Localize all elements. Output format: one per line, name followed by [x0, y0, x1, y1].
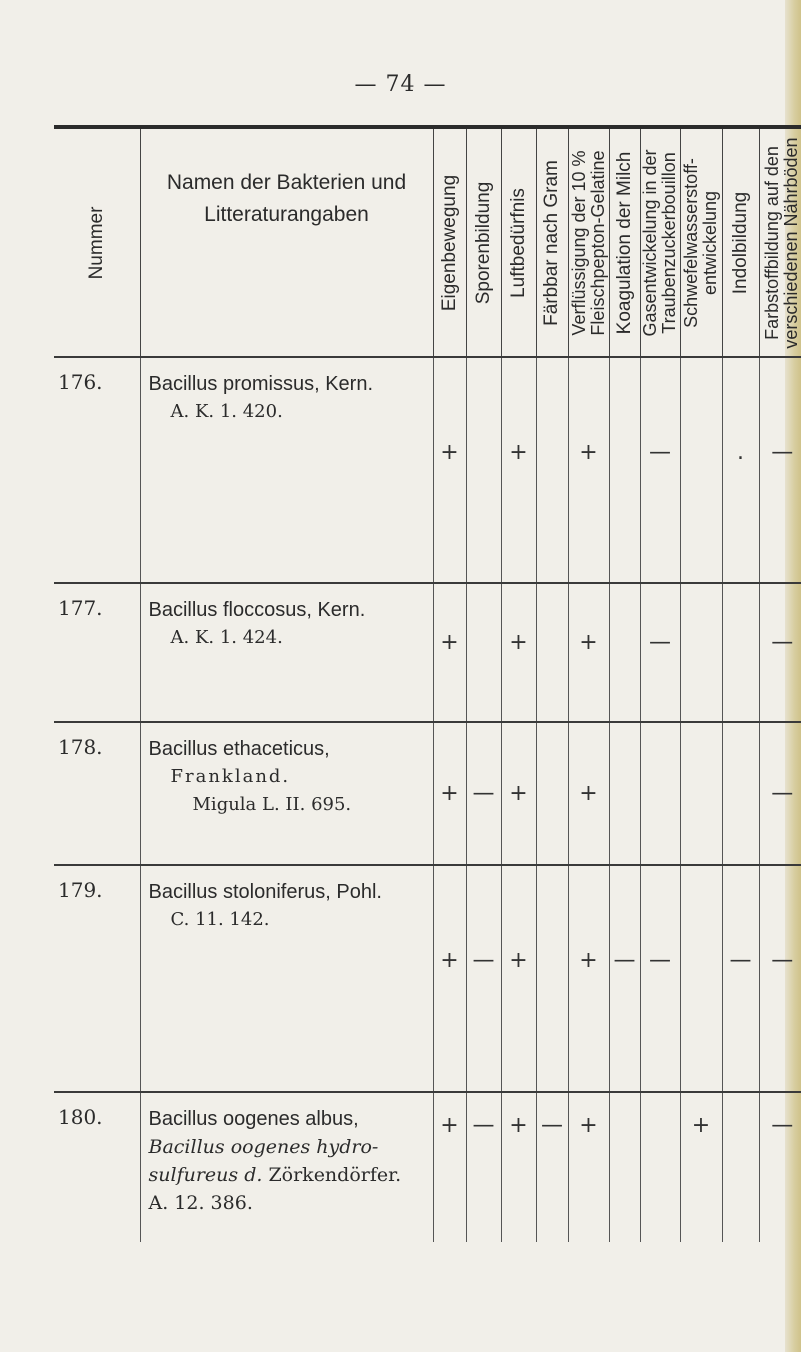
row-number: 179. — [54, 865, 140, 1092]
mark-koagulation — [609, 357, 640, 583]
bacterium-author: Frankland. — [170, 766, 291, 787]
mark-sporenbildung: — — [466, 1092, 501, 1242]
mark-indol — [722, 583, 759, 722]
mark-verfluessigung: + — [568, 865, 609, 1092]
table-row — [54, 357, 801, 583]
table-row — [54, 865, 801, 1092]
mark-schwefel — [680, 722, 722, 865]
synonym-author: Zörkendörfer. — [268, 1164, 402, 1186]
header-namen-line1: Namen der Bakterien und — [166, 171, 407, 194]
bacterium-name: Bacillus floccosus, Kern. — [148, 599, 366, 621]
mark-verfluessigung: + — [568, 722, 609, 865]
row-name-cell — [140, 722, 433, 865]
mark-gram — [536, 583, 568, 722]
mark-koagulation: — — [609, 865, 640, 1092]
mark-gram — [536, 357, 568, 583]
mark-schwefel — [680, 583, 722, 722]
synonym-line2 — [149, 1161, 425, 1189]
mark-indol: — — [722, 865, 759, 1092]
header-eigenbewegung — [433, 127, 466, 357]
row-name-cell — [140, 865, 433, 1092]
header-indol-label: Indolbildung — [729, 191, 751, 294]
bacterium-name: Bacillus ethaceticus, — [148, 738, 330, 760]
mark-farbstoff: — — [759, 722, 801, 865]
mark-luftbeduerfnis: + — [501, 865, 536, 1092]
mark-eigenbewegung: + — [433, 1092, 466, 1242]
mark-verfluessigung: + — [568, 1092, 609, 1242]
mark-indol — [722, 1092, 759, 1242]
bacteria-table — [54, 125, 801, 1242]
mark-gasentwickelung: — — [640, 865, 680, 1092]
mark-gram — [536, 722, 568, 865]
header-luftbeduerfnis — [501, 127, 536, 357]
mark-koagulation — [609, 583, 640, 722]
mark-gram: — — [536, 1092, 568, 1242]
literature-ref: C. 11. 142. — [170, 909, 270, 930]
mark-farbstoff: — — [759, 583, 801, 722]
mark-schwefel: + — [680, 1092, 722, 1242]
row-name-cell — [140, 1092, 433, 1242]
header-nummer — [54, 127, 140, 357]
mark-luftbeduerfnis: + — [501, 722, 536, 865]
header-farbstoff-line1: Farbstoffbildung auf den — [762, 145, 783, 340]
synonym-abbrev: d. — [244, 1164, 263, 1186]
mark-eigenbewegung: + — [433, 722, 466, 865]
mark-luftbeduerfnis: + — [501, 1092, 536, 1242]
mark-luftbeduerfnis: + — [501, 357, 536, 583]
bacterium-name: Bacillus oogenes albus, — [148, 1108, 359, 1130]
header-eigenbewegung-label: Eigenbewegung — [438, 174, 460, 311]
mark-gasentwickelung: — — [640, 583, 680, 722]
mark-indol — [722, 722, 759, 865]
page-number: — 74 — — [354, 72, 447, 97]
header-namen-line2: Litteraturangaben — [204, 203, 369, 226]
header-nummer-label: Nummer — [85, 206, 107, 279]
header-gram-label: Färbbar nach Gram — [541, 159, 562, 326]
row-name-cell — [140, 583, 433, 722]
header-verfluessigung-line2: Fleischpepton-Gelatine — [587, 149, 608, 336]
header-verfluessigung — [568, 127, 609, 357]
row-number: 178. — [54, 722, 140, 865]
table-row — [54, 1092, 801, 1242]
table-row — [54, 722, 801, 865]
mark-verfluessigung: + — [568, 583, 609, 722]
mark-gram — [536, 865, 568, 1092]
literature-ref: Migula L. II. 695. — [192, 794, 352, 815]
mark-schwefel — [680, 357, 722, 583]
mark-sporenbildung — [466, 583, 501, 722]
header-koagulation — [609, 127, 640, 357]
synonym-line1: Bacillus oogenes hydro- — [148, 1136, 379, 1158]
mark-eigenbewegung: + — [433, 357, 466, 583]
mark-sporenbildung: — — [466, 722, 501, 865]
header-luftbeduerfnis-label: Luftbedürfnis — [507, 187, 529, 298]
header-schwefel — [680, 127, 722, 357]
mark-koagulation — [609, 1092, 640, 1242]
mark-gasentwickelung — [640, 1092, 680, 1242]
mark-gasentwickelung: — — [640, 357, 680, 583]
bacterium-name: Bacillus stoloniferus, Pohl. — [148, 881, 382, 903]
header-row — [54, 127, 801, 357]
header-verfluessigung-line1: Verflüssigung der 10 % — [568, 149, 589, 336]
row-number: 176. — [54, 357, 140, 583]
header-farbstoff — [759, 127, 801, 357]
mark-farbstoff: — — [759, 1092, 801, 1242]
mark-eigenbewegung: + — [433, 583, 466, 722]
header-farbstoff-line2: verschiedenen Nährböden — [781, 136, 801, 349]
mark-koagulation — [609, 722, 640, 865]
header-gasentwickelung-line2: Traubenzuckerbouillon — [659, 151, 679, 334]
row-name-cell — [140, 357, 433, 583]
mark-farbstoff: — — [759, 357, 801, 583]
header-schwefel-line2: entwickelung — [700, 190, 720, 295]
mark-sporenbildung: — — [466, 865, 501, 1092]
header-gasentwickelung — [640, 127, 680, 357]
row-number: 180. — [54, 1092, 140, 1242]
bacterium-name: Bacillus promissus, Kern. — [148, 373, 374, 395]
table-row — [54, 583, 801, 722]
literature-ref: A. K. 1. 420. — [170, 401, 283, 422]
mark-sporenbildung — [466, 357, 501, 583]
literature-ref: A. 12. 386. — [148, 1192, 253, 1214]
mark-schwefel — [680, 865, 722, 1092]
mark-verfluessigung: + — [568, 357, 609, 583]
header-indol — [722, 127, 759, 357]
header-gram — [536, 127, 568, 357]
row-number: 177. — [54, 583, 140, 722]
header-schwefel-line1: Schwefelwasserstoff- — [681, 157, 701, 328]
mark-indol: . — [722, 357, 759, 583]
mark-gasentwickelung — [640, 722, 680, 865]
header-namen — [140, 127, 433, 357]
mark-farbstoff: — — [759, 865, 801, 1092]
literature-ref: A. K. 1. 424. — [170, 627, 283, 648]
mark-eigenbewegung: + — [433, 865, 466, 1092]
header-gasentwickelung-line1: Gasentwickelung in der — [640, 148, 660, 337]
header-koagulation-label: Koagulation der Milch — [613, 151, 635, 334]
header-sporenbildung-label: Sporenbildung — [472, 181, 494, 304]
mark-luftbeduerfnis: + — [501, 583, 536, 722]
synonym-word: sulfureus — [148, 1164, 239, 1186]
header-sporenbildung — [466, 127, 501, 357]
